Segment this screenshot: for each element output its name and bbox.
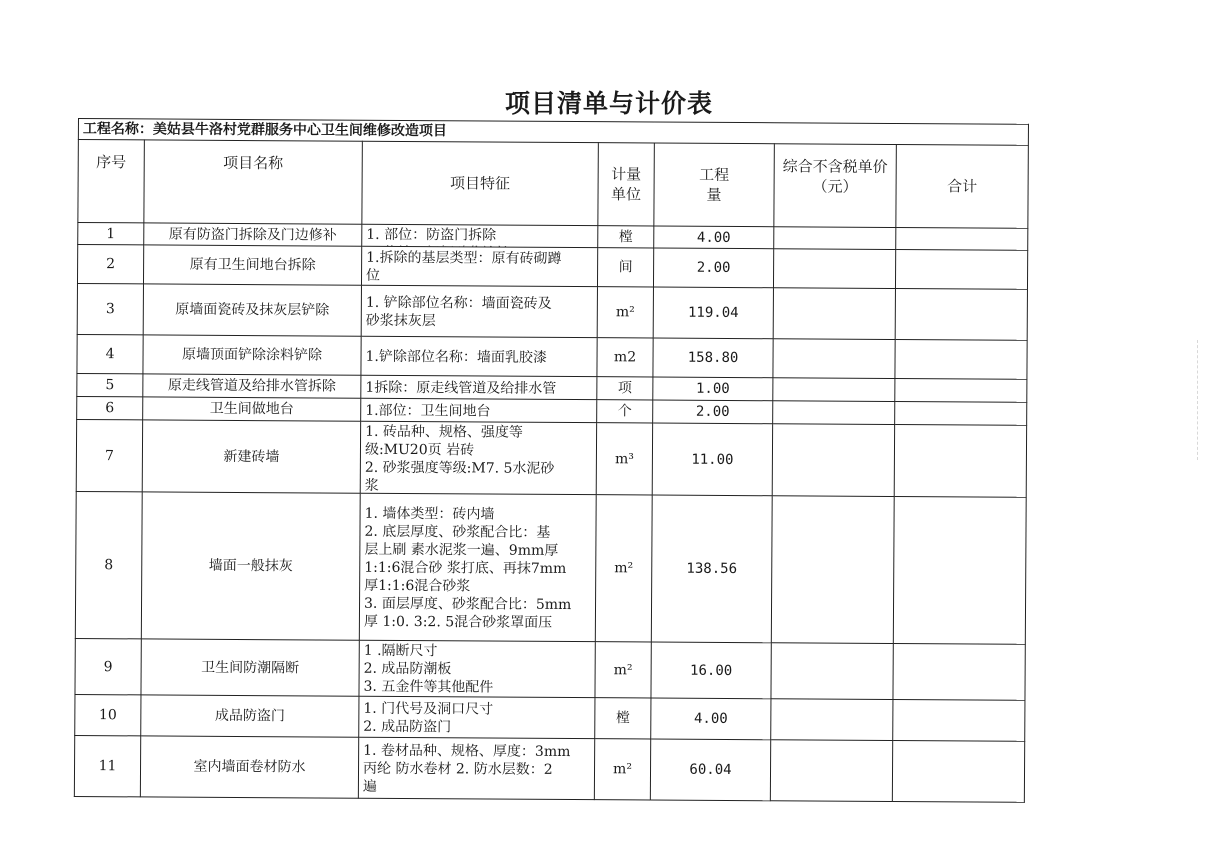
row-total	[895, 288, 1027, 340]
row-features-text	[363, 641, 590, 697]
header-qty	[654, 143, 775, 227]
table-row	[75, 638, 1025, 700]
row-name: 卫生间防潮隔断	[141, 639, 359, 696]
row-features	[361, 336, 597, 376]
row-unit: 樘	[598, 226, 654, 248]
row-name: 新建砖墙	[142, 420, 360, 493]
feature-line: 1. 铲除部位名称：墙面瓷砖及	[365, 294, 552, 312]
feature-line: 3. 五金件等其他配件	[363, 678, 494, 696]
header-total: 合计	[896, 144, 1029, 228]
feature-line: 砂浆抹灰层	[365, 312, 436, 329]
header-unit-line2: 单位	[610, 185, 642, 204]
row-unit-price	[773, 339, 895, 379]
row-total	[893, 699, 1025, 741]
feature-line: 1. 砖品种、规格、强度等	[365, 423, 523, 441]
row-unit: m³	[596, 423, 652, 495]
row-name: 室内墙面卷材防水	[140, 736, 358, 798]
row-total	[893, 496, 1026, 644]
row-seq: 6	[77, 396, 143, 419]
row-seq: 10	[75, 694, 141, 735]
table-header-row	[78, 140, 1029, 229]
row-unit: 个	[597, 400, 653, 423]
row-unit: m²	[595, 642, 651, 698]
page-title: 项目清单与计价表	[504, 89, 713, 118]
bill-sheet	[74, 118, 1029, 803]
feature-line: 厚1:1:6混合砂浆	[364, 577, 471, 594]
row-features	[361, 375, 597, 399]
row-features	[361, 246, 597, 286]
row-features	[362, 224, 598, 247]
feature-line: 级:MU20页 岩砖	[364, 441, 475, 459]
header-features-label: 项目特征	[450, 174, 511, 193]
row-unit-price	[773, 249, 895, 289]
row-features-text	[364, 503, 592, 631]
row-name: 原走线管道及给排水管拆除	[143, 374, 361, 398]
header-unit-line1: 计量	[611, 165, 642, 184]
row-unit-price	[772, 424, 894, 497]
feature-line: 2. 成品防盗门	[363, 718, 452, 735]
row-features-text	[365, 346, 592, 366]
row-unit: m²	[595, 495, 652, 642]
row-features-text	[363, 740, 590, 796]
row-quantity: 16.00	[651, 642, 771, 699]
header-price	[774, 144, 897, 228]
feature-line: 1拆除：原走线管道及给排水管	[365, 379, 557, 397]
row-seq: 2	[77, 245, 143, 284]
row-unit: m²	[594, 739, 650, 800]
row-total	[895, 401, 1027, 425]
feature-line: 1. 门代号及洞口尺寸	[363, 700, 494, 718]
header-qty-line2: 量	[706, 185, 722, 204]
row-features	[360, 421, 596, 494]
row-seq: 3	[77, 283, 143, 334]
row-features	[359, 696, 595, 738]
row-unit-price	[771, 643, 893, 700]
scan-edge-mark	[1197, 340, 1204, 460]
feature-line: 1.拆除的基层类型：原有砖砌蹲	[366, 249, 562, 267]
feature-line: 1. 部位：防盗门拆除	[366, 226, 497, 244]
row-unit-price	[771, 699, 893, 741]
feature-line: 2. 成品防潮板	[363, 660, 452, 678]
table-row	[77, 245, 1027, 290]
row-quantity: 4.00	[654, 226, 774, 249]
row-unit: m2	[597, 338, 653, 377]
header-name: 项目名称	[144, 140, 363, 224]
row-quantity: 2.00	[653, 248, 773, 288]
row-features-text	[366, 247, 593, 285]
feature-line: 2. 底层厚度、砂浆配合比：基	[364, 523, 551, 541]
feature-line: 1.部位：卫生间地台	[365, 402, 491, 420]
row-quantity: 138.56	[651, 495, 772, 643]
header-unit	[598, 143, 655, 226]
row-unit: m²	[597, 287, 653, 338]
feature-line: 位	[365, 267, 381, 284]
table-row	[75, 694, 1025, 741]
row-quantity: 4.00	[651, 698, 771, 740]
row-seq: 4	[77, 334, 143, 373]
row-features-text	[366, 292, 593, 330]
row-features	[359, 493, 596, 641]
row-seq: 7	[76, 419, 142, 491]
row-name: 原墙顶面铲除涂料铲除	[143, 335, 361, 375]
row-seq: 11	[74, 735, 140, 796]
row-seq: 8	[75, 491, 142, 638]
row-seq: 9	[75, 638, 141, 694]
row-name: 墙面一般抹灰	[141, 492, 360, 640]
row-unit-price	[771, 496, 894, 644]
row-total	[894, 424, 1026, 497]
feature-line: 1 .隔断尺寸	[363, 642, 438, 660]
row-unit: 项	[597, 377, 653, 400]
feature-line: 遍	[362, 778, 377, 795]
row-name: 原墙面瓷砖及抹灰层铲除	[143, 284, 361, 336]
row-features-text	[365, 377, 592, 397]
header-features	[362, 141, 599, 225]
feature-line: 1.铲除部位名称：墙面乳胶漆	[365, 348, 547, 366]
row-quantity: 1.00	[653, 377, 773, 401]
row-features	[361, 398, 597, 422]
row-features	[359, 640, 595, 697]
row-total	[896, 227, 1028, 250]
row-quantity: 60.04	[650, 739, 770, 801]
row-unit: 樘	[595, 698, 651, 739]
feature-line: 2. 砂浆强度等级:M7. 5水泥砂	[364, 459, 555, 477]
row-name: 成品防盗门	[141, 695, 359, 737]
row-quantity: 158.80	[653, 338, 773, 378]
row-seq: 1	[78, 223, 144, 245]
row-quantity: 119.04	[653, 287, 773, 339]
row-total	[892, 740, 1024, 802]
project-name: 工程名称：美姑县牛洛村党群服务中心卫生间维修改造项目	[78, 119, 1028, 146]
row-unit-price	[770, 740, 892, 802]
feature-line: 1:1:6混合砂 浆打底、再抹7mm	[364, 559, 567, 577]
table-row	[77, 334, 1027, 379]
table-row	[75, 491, 1026, 644]
header-seq: 序号	[78, 140, 145, 223]
feature-line: 厚 1:0. 3:2. 5混合砂浆罩面压	[363, 613, 553, 631]
row-unit-price	[774, 227, 896, 250]
feature-line: 3. 面层厚度、砂浆配合比：5mm	[363, 595, 572, 613]
row-features	[358, 737, 594, 799]
row-quantity: 11.00	[652, 423, 772, 496]
table-row	[74, 735, 1024, 802]
row-unit-price	[773, 401, 895, 425]
row-features-text	[363, 698, 590, 736]
row-features-text	[366, 225, 593, 247]
feature-line: 浆	[364, 477, 379, 494]
row-quantity: 2.00	[653, 400, 773, 424]
row-total	[895, 249, 1027, 289]
bill-table	[74, 118, 1029, 803]
row-seq: 5	[77, 373, 143, 396]
row-total	[895, 378, 1027, 402]
header-price-line2: （元）	[812, 177, 858, 196]
row-features-text	[365, 422, 592, 494]
row-unit-price	[773, 288, 895, 340]
feature-line: 1. 卷材品种、规格、厚度：3mm	[363, 742, 571, 760]
row-total	[895, 339, 1027, 379]
feature-line: 丙纶 防水卷材 2. 防水层数：2	[362, 760, 553, 778]
row-total	[893, 643, 1025, 700]
feature-line: 层上刷 素水泥浆一遍、9mm厚	[364, 541, 559, 559]
header-price-line1: 综合不含税单价	[782, 157, 888, 176]
row-features-text	[365, 400, 592, 420]
row-unit: 间	[597, 248, 653, 287]
row-features	[361, 285, 597, 337]
table-row	[77, 283, 1027, 340]
feature-line: 1. 墙体类型：砖内墙	[364, 505, 495, 523]
row-name: 卫生间做地台	[143, 397, 361, 421]
row-name: 原有防盗门拆除及门边修补	[144, 223, 362, 246]
row-unit-price	[773, 378, 895, 402]
row-name: 原有卫生间地台拆除	[143, 245, 361, 285]
table-row	[76, 419, 1026, 497]
header-qty-line1: 工程	[699, 165, 730, 184]
